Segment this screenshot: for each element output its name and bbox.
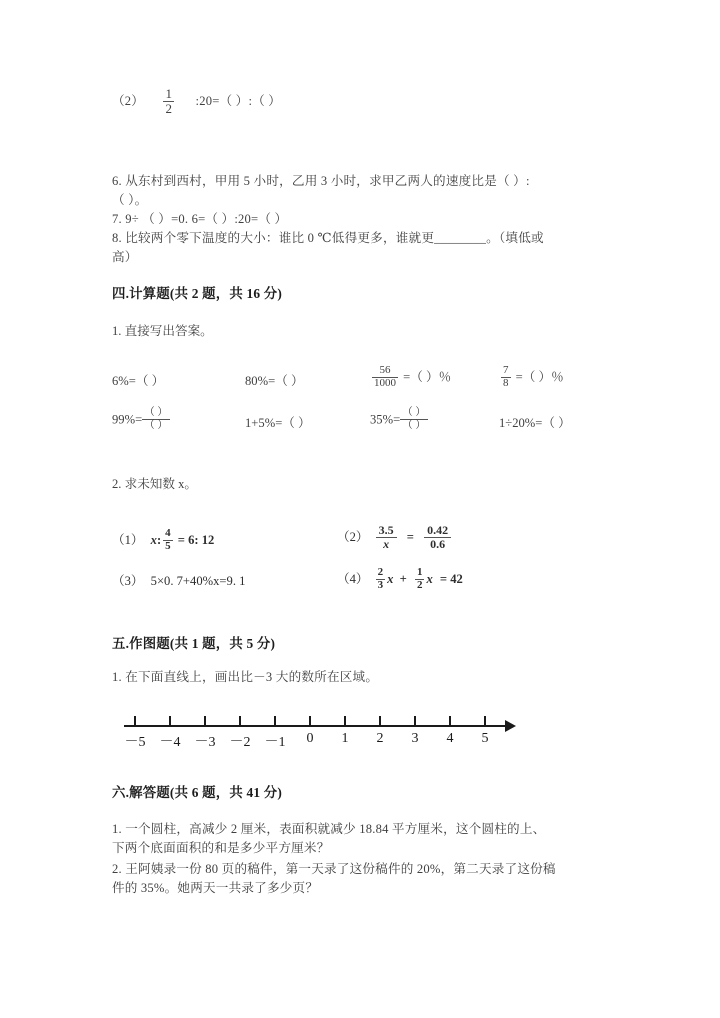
equation-2 xyxy=(337,525,453,551)
equation-4 xyxy=(337,568,463,592)
question-8 xyxy=(112,229,617,267)
section-six-question-2-line-1: 2. 王阿姨录一份 80 页的稿件，第一天录了这份稿件的 20%，第二天录了这份稿 xyxy=(112,862,556,876)
section-six-heading: 六.解答题(共 6 题，共 41 分) xyxy=(112,785,283,800)
number-line-label: 3 xyxy=(411,731,419,746)
number-line-label: 4 xyxy=(446,731,454,746)
equation-2-relation: = xyxy=(406,529,414,544)
section-six-question-1-line-2: 下两个底面面积的和是多少平方厘米？ xyxy=(112,841,330,855)
question-2-continued xyxy=(112,88,281,116)
fraction-numerator: 7 xyxy=(503,364,509,377)
fraction-4-5 xyxy=(163,528,173,552)
answer-fraction-denominator[interactable]: （ ） xyxy=(402,420,426,432)
answer-fraction-blank[interactable] xyxy=(142,407,170,432)
question-6-line-1: 6. 从东村到西村，甲用 5 小时，乙用 3 小时，求甲乙两人的速度比是（ ）: xyxy=(112,174,530,188)
number-line-tick xyxy=(309,716,311,726)
number-line-figure xyxy=(112,703,532,763)
calc-answer-blank[interactable]: （ ） xyxy=(275,374,304,388)
number-line-label: 0 xyxy=(306,731,314,746)
calc-answer-blank[interactable]: （ ） xyxy=(542,416,571,430)
question-8-line-1: 8. 比较两个零下温度的大小：谁比 0 ℃低得更多，谁就更________。（填低或 xyxy=(112,231,544,245)
calc-item-1-plus-5-percent xyxy=(245,412,311,431)
calc-expression-left: 1÷20% xyxy=(499,416,536,430)
calc-relation: = xyxy=(535,416,543,430)
equation-4-variable-2: x xyxy=(426,572,433,586)
number-line-label: －5 xyxy=(124,735,146,750)
calc-item-1-div-20-percent xyxy=(499,412,571,431)
calc-item-6-percent xyxy=(112,370,164,389)
fraction-numerator: 0.42 xyxy=(424,524,451,538)
calc-relation: = xyxy=(128,374,136,388)
answer-fraction-numerator[interactable]: （ ） xyxy=(142,407,170,420)
number-line-label: －4 xyxy=(159,735,181,750)
number-line-tick xyxy=(239,716,241,726)
section-six-question-1-line-1: 1. 一个圆柱，高减少 2 厘米，表面积就减少 18.84 平方厘米，这个圆柱的上、 xyxy=(112,822,546,836)
answer-fraction-blank[interactable] xyxy=(400,407,428,432)
calc-answer-blank[interactable]: （ ）％ xyxy=(410,370,452,384)
calc-relation: = xyxy=(275,416,283,430)
fraction-numerator: 1 xyxy=(416,566,423,579)
number-line-arrow-icon xyxy=(505,720,516,732)
number-line-label: 2 xyxy=(376,731,384,746)
equation-3-label: （3） xyxy=(112,574,144,588)
calc-item-80-percent xyxy=(245,370,304,389)
equation-1 xyxy=(112,529,214,553)
calc-item-7-over-8 xyxy=(499,366,564,390)
section-six-question-2 xyxy=(112,860,617,898)
section-four-heading: 四.计算题(共 2 题，共 16 分) xyxy=(112,286,283,301)
fraction-1-2 xyxy=(415,567,425,591)
fraction-denominator: 0.6 xyxy=(430,536,446,551)
section-four-q2-title: 2. 求未知数 x。 xyxy=(112,477,198,491)
number-line-tick xyxy=(204,716,206,726)
calc-answer-blank[interactable]: （ ） xyxy=(135,374,165,388)
fraction-0point42-over-0point6 xyxy=(424,524,451,550)
calc-answer-blank[interactable]: （ ）％ xyxy=(522,370,564,384)
calc-relation: = xyxy=(515,370,523,384)
question-2-label: （2） xyxy=(112,94,145,109)
section-four-q1-title: 1. 直接写出答案。 xyxy=(112,324,213,338)
number-line-tick xyxy=(344,716,346,726)
number-line-label: －2 xyxy=(229,735,251,750)
question-6-line-2: （ ）。 xyxy=(112,193,148,207)
fraction-numerator: 56 xyxy=(372,365,398,378)
fraction-numerator: 4 xyxy=(165,527,171,540)
question-7: 7. 9÷ （ ）=0. 6=（ ）:20=（ ） xyxy=(112,212,288,226)
calc-expression-left: 35% xyxy=(370,412,394,427)
fraction-denominator: 3 xyxy=(377,578,384,591)
section-six-question-1 xyxy=(112,820,617,858)
calc-item-56-over-1000 xyxy=(370,366,451,390)
fraction-denominator: 2 xyxy=(165,100,173,116)
number-line-tick xyxy=(169,716,171,726)
calc-relation: = xyxy=(403,370,411,384)
question-8-line-2: 高） xyxy=(112,250,138,264)
equation-4-variable-1: x xyxy=(387,572,394,586)
number-line-tick xyxy=(274,716,276,726)
equation-4-operator: + xyxy=(399,572,407,586)
calc-item-35-percent xyxy=(370,408,428,433)
calc-relation: = xyxy=(135,412,143,427)
calc-expression-left: 6% xyxy=(112,374,129,388)
fraction-2-3 xyxy=(376,567,386,591)
fraction-denominator: 1000 xyxy=(374,376,396,389)
number-line-tick xyxy=(134,716,136,726)
calc-relation: = xyxy=(393,412,401,427)
equation-3 xyxy=(112,570,245,589)
calc-expression-left: 80% xyxy=(245,374,269,388)
fraction-one-half xyxy=(163,87,174,115)
number-line-label: 1 xyxy=(341,731,349,746)
equation-4-label: （4） xyxy=(337,572,369,586)
fraction-denominator: x xyxy=(383,536,390,551)
equation-1-label: （1） xyxy=(112,533,144,547)
calc-answer-blank[interactable]: （ ） xyxy=(282,416,311,430)
equation-2-label: （2） xyxy=(337,529,369,544)
fraction-numerator: 3.5 xyxy=(376,524,397,538)
equation-1-variable: x xyxy=(150,533,157,547)
calc-relation: = xyxy=(268,374,276,388)
number-line-label: －3 xyxy=(194,735,216,750)
calc-expression-left: 99% xyxy=(112,412,136,427)
answer-fraction-numerator[interactable]: （ ） xyxy=(400,407,428,420)
number-line-tick xyxy=(379,716,381,726)
number-line-label: －1 xyxy=(264,735,286,750)
fraction-denominator: 8 xyxy=(503,376,509,389)
equation-3-expression: 5×0. 7+40%x=9. 1 xyxy=(150,574,246,588)
fraction-7-8 xyxy=(501,365,511,389)
fraction-numerator: 2 xyxy=(377,566,384,579)
fraction-denominator: 5 xyxy=(165,539,171,552)
answer-fraction-denominator[interactable]: （ ） xyxy=(144,420,168,432)
equation-1-right: = 6: 12 xyxy=(177,533,215,547)
number-line-tick xyxy=(484,716,486,726)
fraction-denominator: 2 xyxy=(416,578,423,591)
fraction-numerator: 1 xyxy=(165,86,173,101)
number-line-tick xyxy=(414,716,416,726)
section-five-q1: 1. 在下面直线上，画出比－3 大的数所在区域。 xyxy=(112,670,379,684)
equation-4-right: = 42 xyxy=(439,572,463,586)
question-6 xyxy=(112,172,617,210)
number-line-tick xyxy=(449,716,451,726)
calc-item-99-percent xyxy=(112,408,170,433)
question-2-expression: :20=（ ）:（ ） xyxy=(195,94,282,109)
number-line-label: 5 xyxy=(481,731,489,746)
equation-1-colon: : xyxy=(156,533,162,547)
section-five-heading: 五.作图题(共 1 题，共 5 分) xyxy=(112,636,276,651)
section-six-question-2-line-2: 件的 35%。她两天一共录了多少页？ xyxy=(112,881,319,895)
fraction-56-1000 xyxy=(372,365,398,389)
calc-expression-left: 1+5% xyxy=(245,416,276,430)
fraction-3point5-over-x xyxy=(376,524,397,550)
